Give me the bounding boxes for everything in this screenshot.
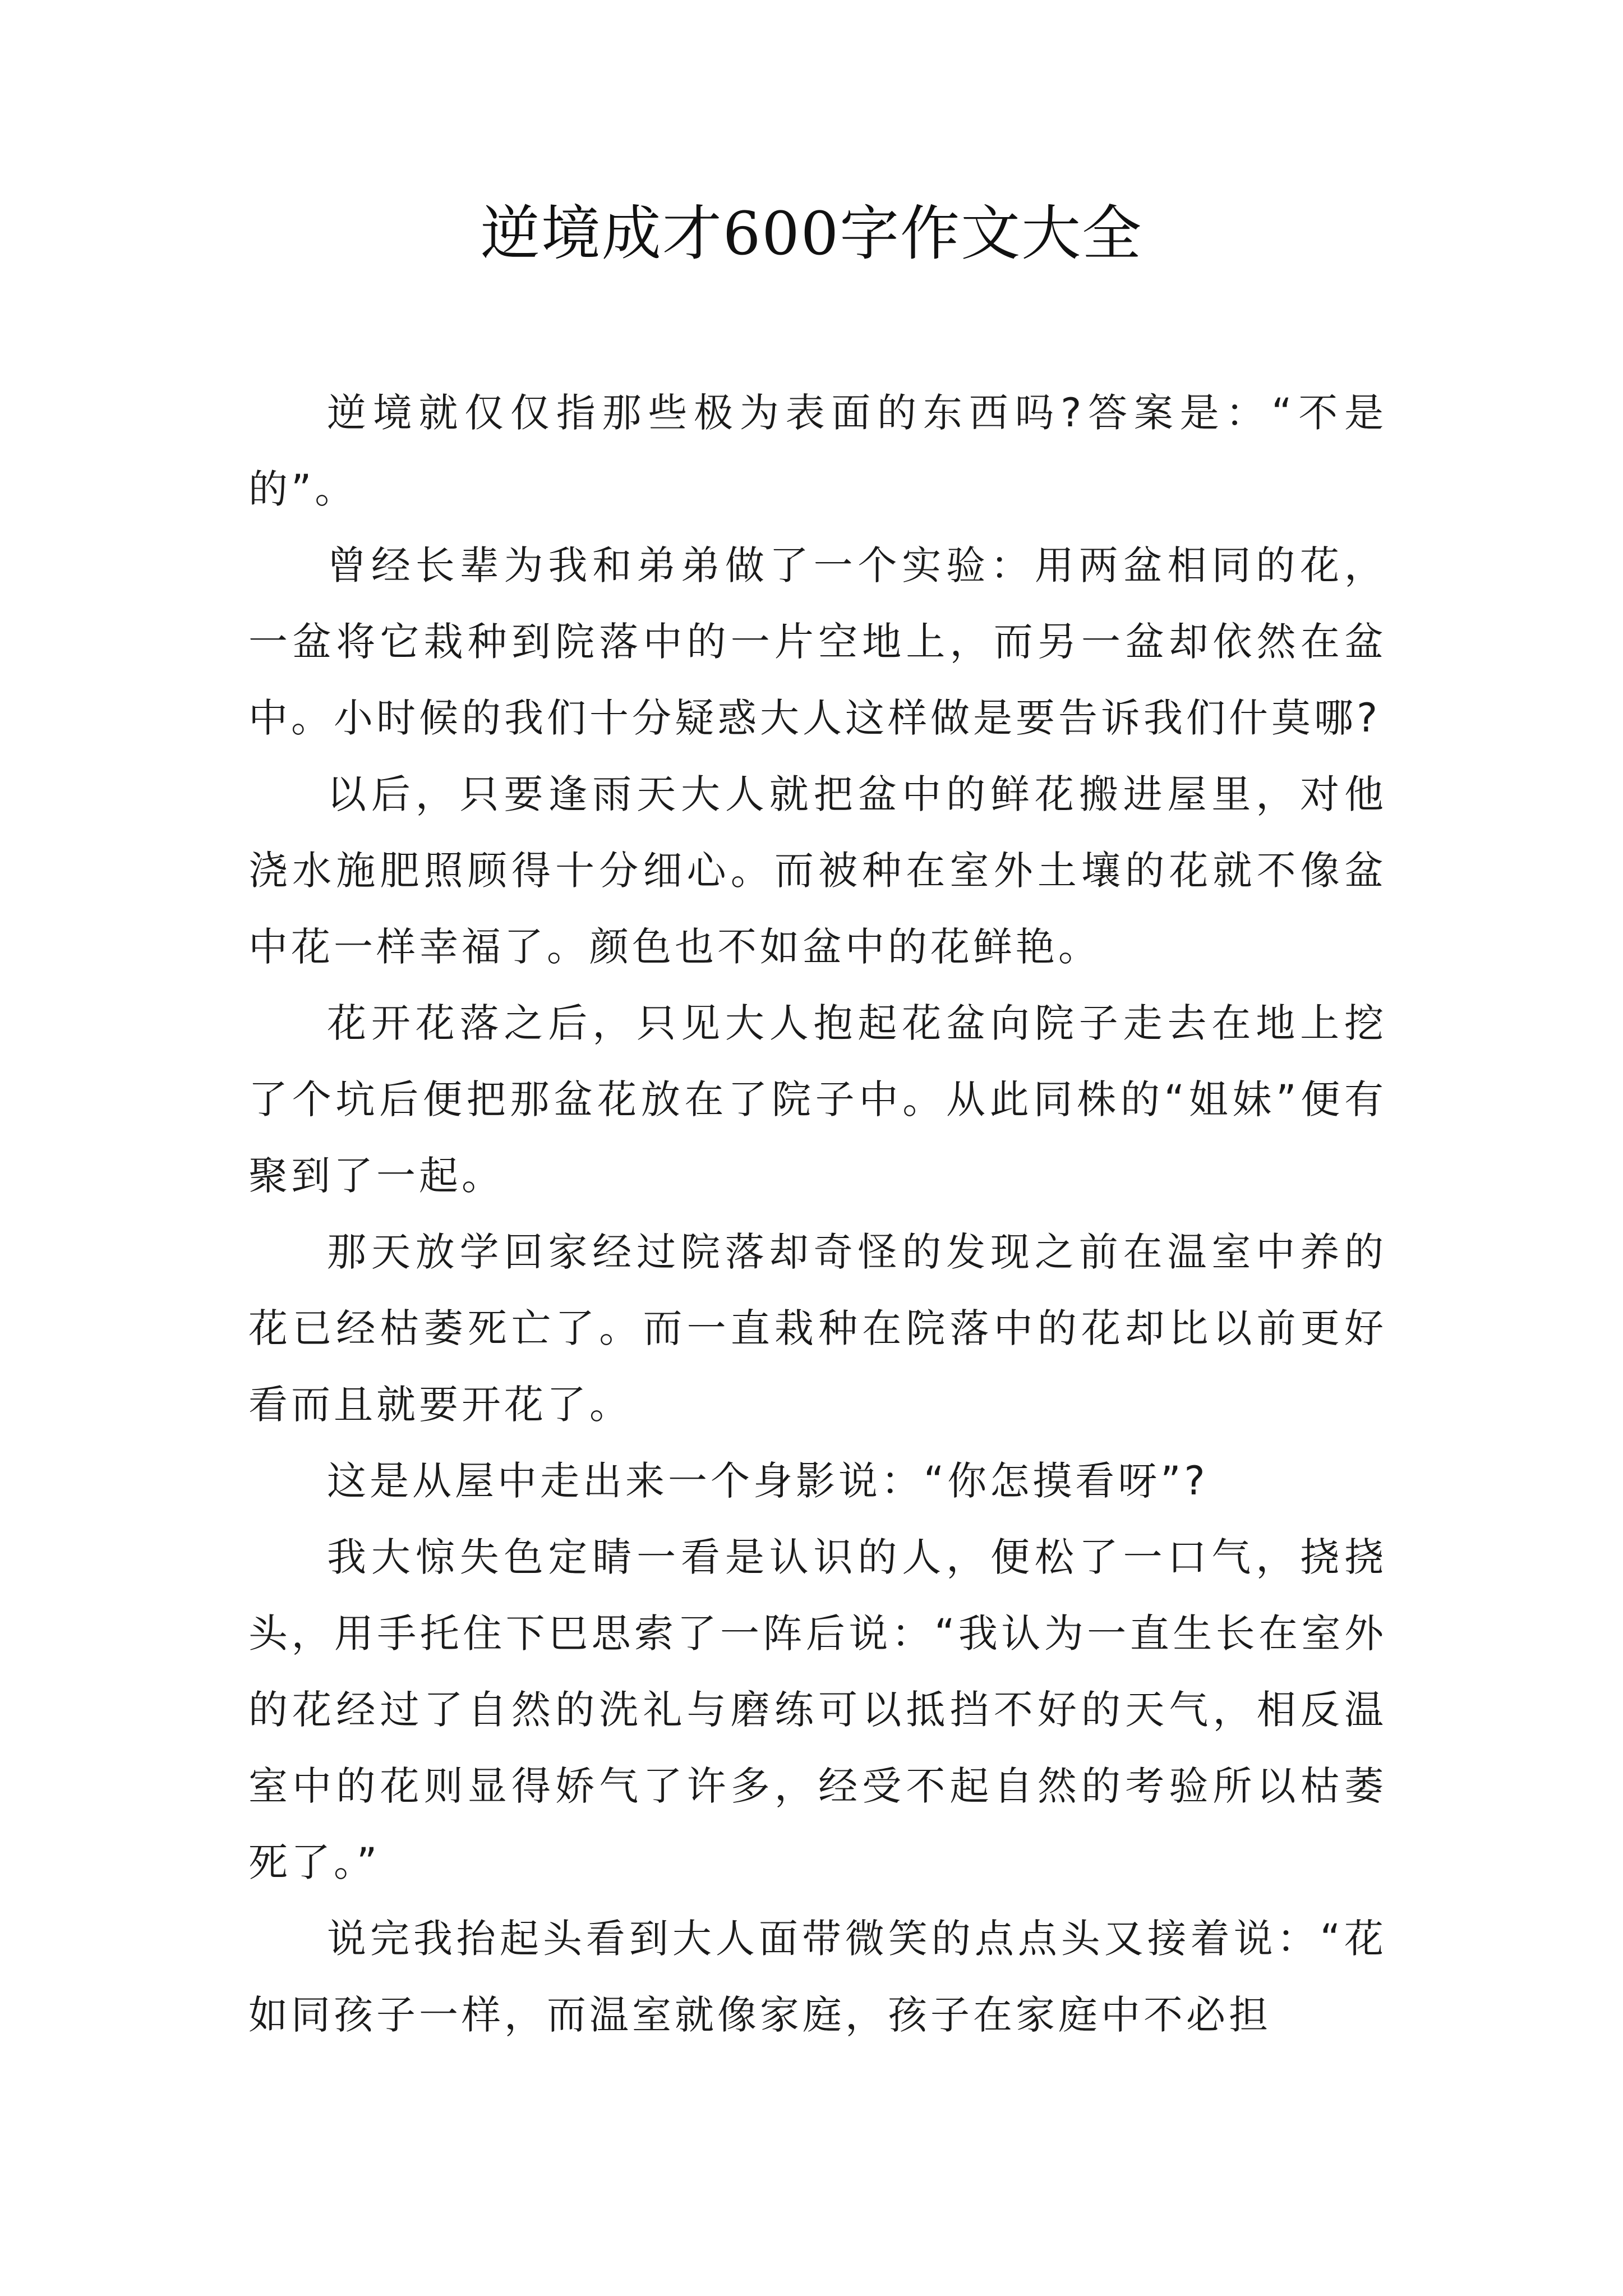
document-title: 逆境成才600字作文大全 — [480, 199, 1143, 268]
paragraph-7: 我大惊失色定睛一看是认识的人，便松了一口气，挠挠头，用手托住下巴思索了一阵后说：“我认为一直生长在室外的花经过了自然的洗礼与磨练可以抵挡不好的天气，相反温室中的花则显得娇气了许多，经受不起自然的考验所以枯萎死了。” — [248, 1534, 1387, 1885]
paragraph-6: 这是从屋中走出来一个身影说：“你怎摸看呀”? — [327, 1458, 1209, 1504]
paragraph-1: 逆境就仅仅指那些极为表面的东西吗?答案是：“不是的”。 — [248, 390, 1387, 512]
paragraph-8: 说完我抬起头看到大人面带微笑的点点头又接着说：“花如同孩子一样，而温室就像家庭，孩子在家庭中不必担 — [248, 1916, 1387, 2038]
document-body — [248, 375, 1387, 2053]
paragraph-4: 花开花落之后，只见大人抱起花盆向院子走去在地上挖了个坑后便把那盆花放在了院子中。从此同株的“姐妹”便有聚到了一起。 — [248, 1000, 1387, 1199]
paragraph-3: 以后，只要逢雨天大人就把盆中的鲜花搬进屋里，对他浇水施肥照顾得十分细心。而被种在室外土壤的花就不像盆中花一样幸福了。颜色也不如盆中的花鲜艳。 — [248, 771, 1387, 970]
paragraph-5: 那天放学回家经过院落却奇怪的发现之前在温室中养的花已经枯萎死亡了。而一直栽种在院落中的花却比以前更好看而且就要开花了。 — [248, 1229, 1387, 1428]
paragraph-2: 曾经长辈为我和弟弟做了一个实验：用两盆相同的花，一盆将它栽种到院落中的一片空地上，而另一盆却依然在盆中。小时候的我们十分疑惑大人这样做是要告诉我们什莫哪? — [248, 542, 1387, 741]
